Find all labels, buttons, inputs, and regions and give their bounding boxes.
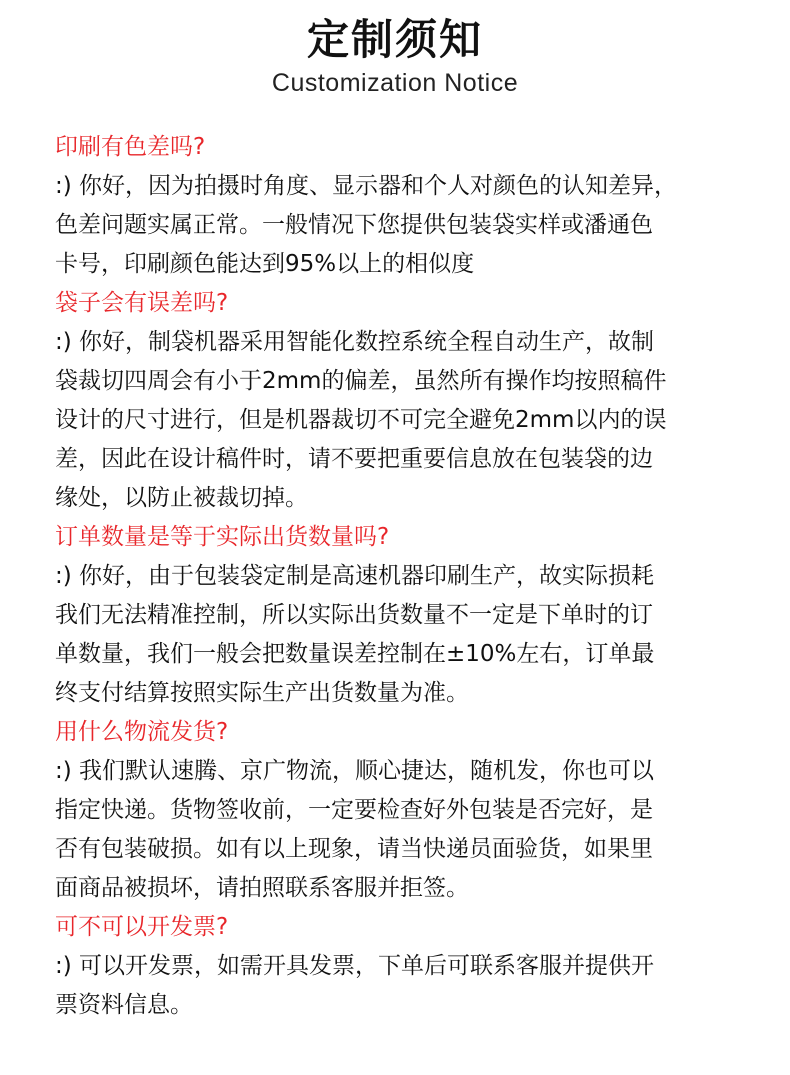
faq-item-shipping (55, 713, 755, 908)
faq-answer (55, 323, 755, 518)
answer-line: 指定快递。货物签收前，一定要检查好外包装是否完好，是 (55, 797, 653, 823)
answer-line: :) 你好，制袋机器采用智能化数控系统全程自动生产，故制 (55, 329, 655, 355)
answer-line: 终支付结算按照实际生产出货数量为准。 (55, 680, 469, 706)
answer-line: :) 你好，因为拍摄时角度、显示器和个人对颜色的认知差异， (55, 173, 678, 199)
faq-question: 印刷有色差吗? (55, 134, 206, 160)
answer-line: :) 可以开发票，如需开具发票，下单后可联系客服并提供开 (55, 953, 655, 979)
answer-line: 色差问题实属正常。一般情况下您提供包装袋实样或潘通色 (55, 212, 653, 238)
faq-question: 可不可以开发票? (55, 914, 229, 940)
answer-line: 单数量，我们一般会把数量误差控制在±10%左右，订单最 (55, 641, 655, 667)
faq-answer (55, 557, 755, 713)
faq-item-bag-size-error (55, 284, 755, 518)
answer-line: 否有包装破损。如有以上现象，请当快递员面验货，如果里 (55, 836, 653, 862)
answer-line: 我们无法精准控制，所以实际出货数量不一定是下单时的订 (55, 602, 653, 628)
answer-line: 袋裁切四周会有小于2mm的偏差，虽然所有操作均按照稿件 (55, 368, 667, 394)
faq-answer (55, 752, 755, 908)
page-subtitle: Customization Notice (271, 69, 519, 97)
answer-line: :) 你好，由于包装袋定制是高速机器印刷生产，故实际损耗 (55, 563, 655, 589)
faq-item-color-difference (55, 128, 755, 284)
answer-line: 缘处，以防止被裁切掉。 (55, 485, 308, 511)
faq-question: 用什么物流发货? (55, 719, 229, 745)
faq-list (55, 128, 755, 1025)
answer-line: 面商品被损坏，请拍照联系客服并拒签。 (55, 875, 469, 901)
page-title: 定制须知 (306, 15, 483, 64)
page-header (0, 0, 790, 98)
faq-question: 袋子会有误差吗? (55, 290, 229, 316)
faq-answer (55, 167, 755, 284)
answer-line: :) 我们默认速腾、京广物流，顺心捷达，随机发，你也可以 (55, 758, 655, 784)
faq-item-order-quantity (55, 518, 755, 713)
answer-line: 票资料信息。 (55, 992, 193, 1018)
answer-line: 差，因此在设计稿件时，请不要把重要信息放在包装袋的边 (55, 446, 653, 472)
answer-line: 卡号，印刷颜色能达到95%以上的相似度 (55, 251, 475, 277)
faq-item-invoice (55, 908, 755, 1025)
faq-question: 订单数量是等于实际出货数量吗? (55, 524, 390, 550)
answer-line: 设计的尺寸进行，但是机器裁切不可完全避免2mm以内的误 (55, 407, 667, 433)
faq-answer (55, 947, 755, 1025)
